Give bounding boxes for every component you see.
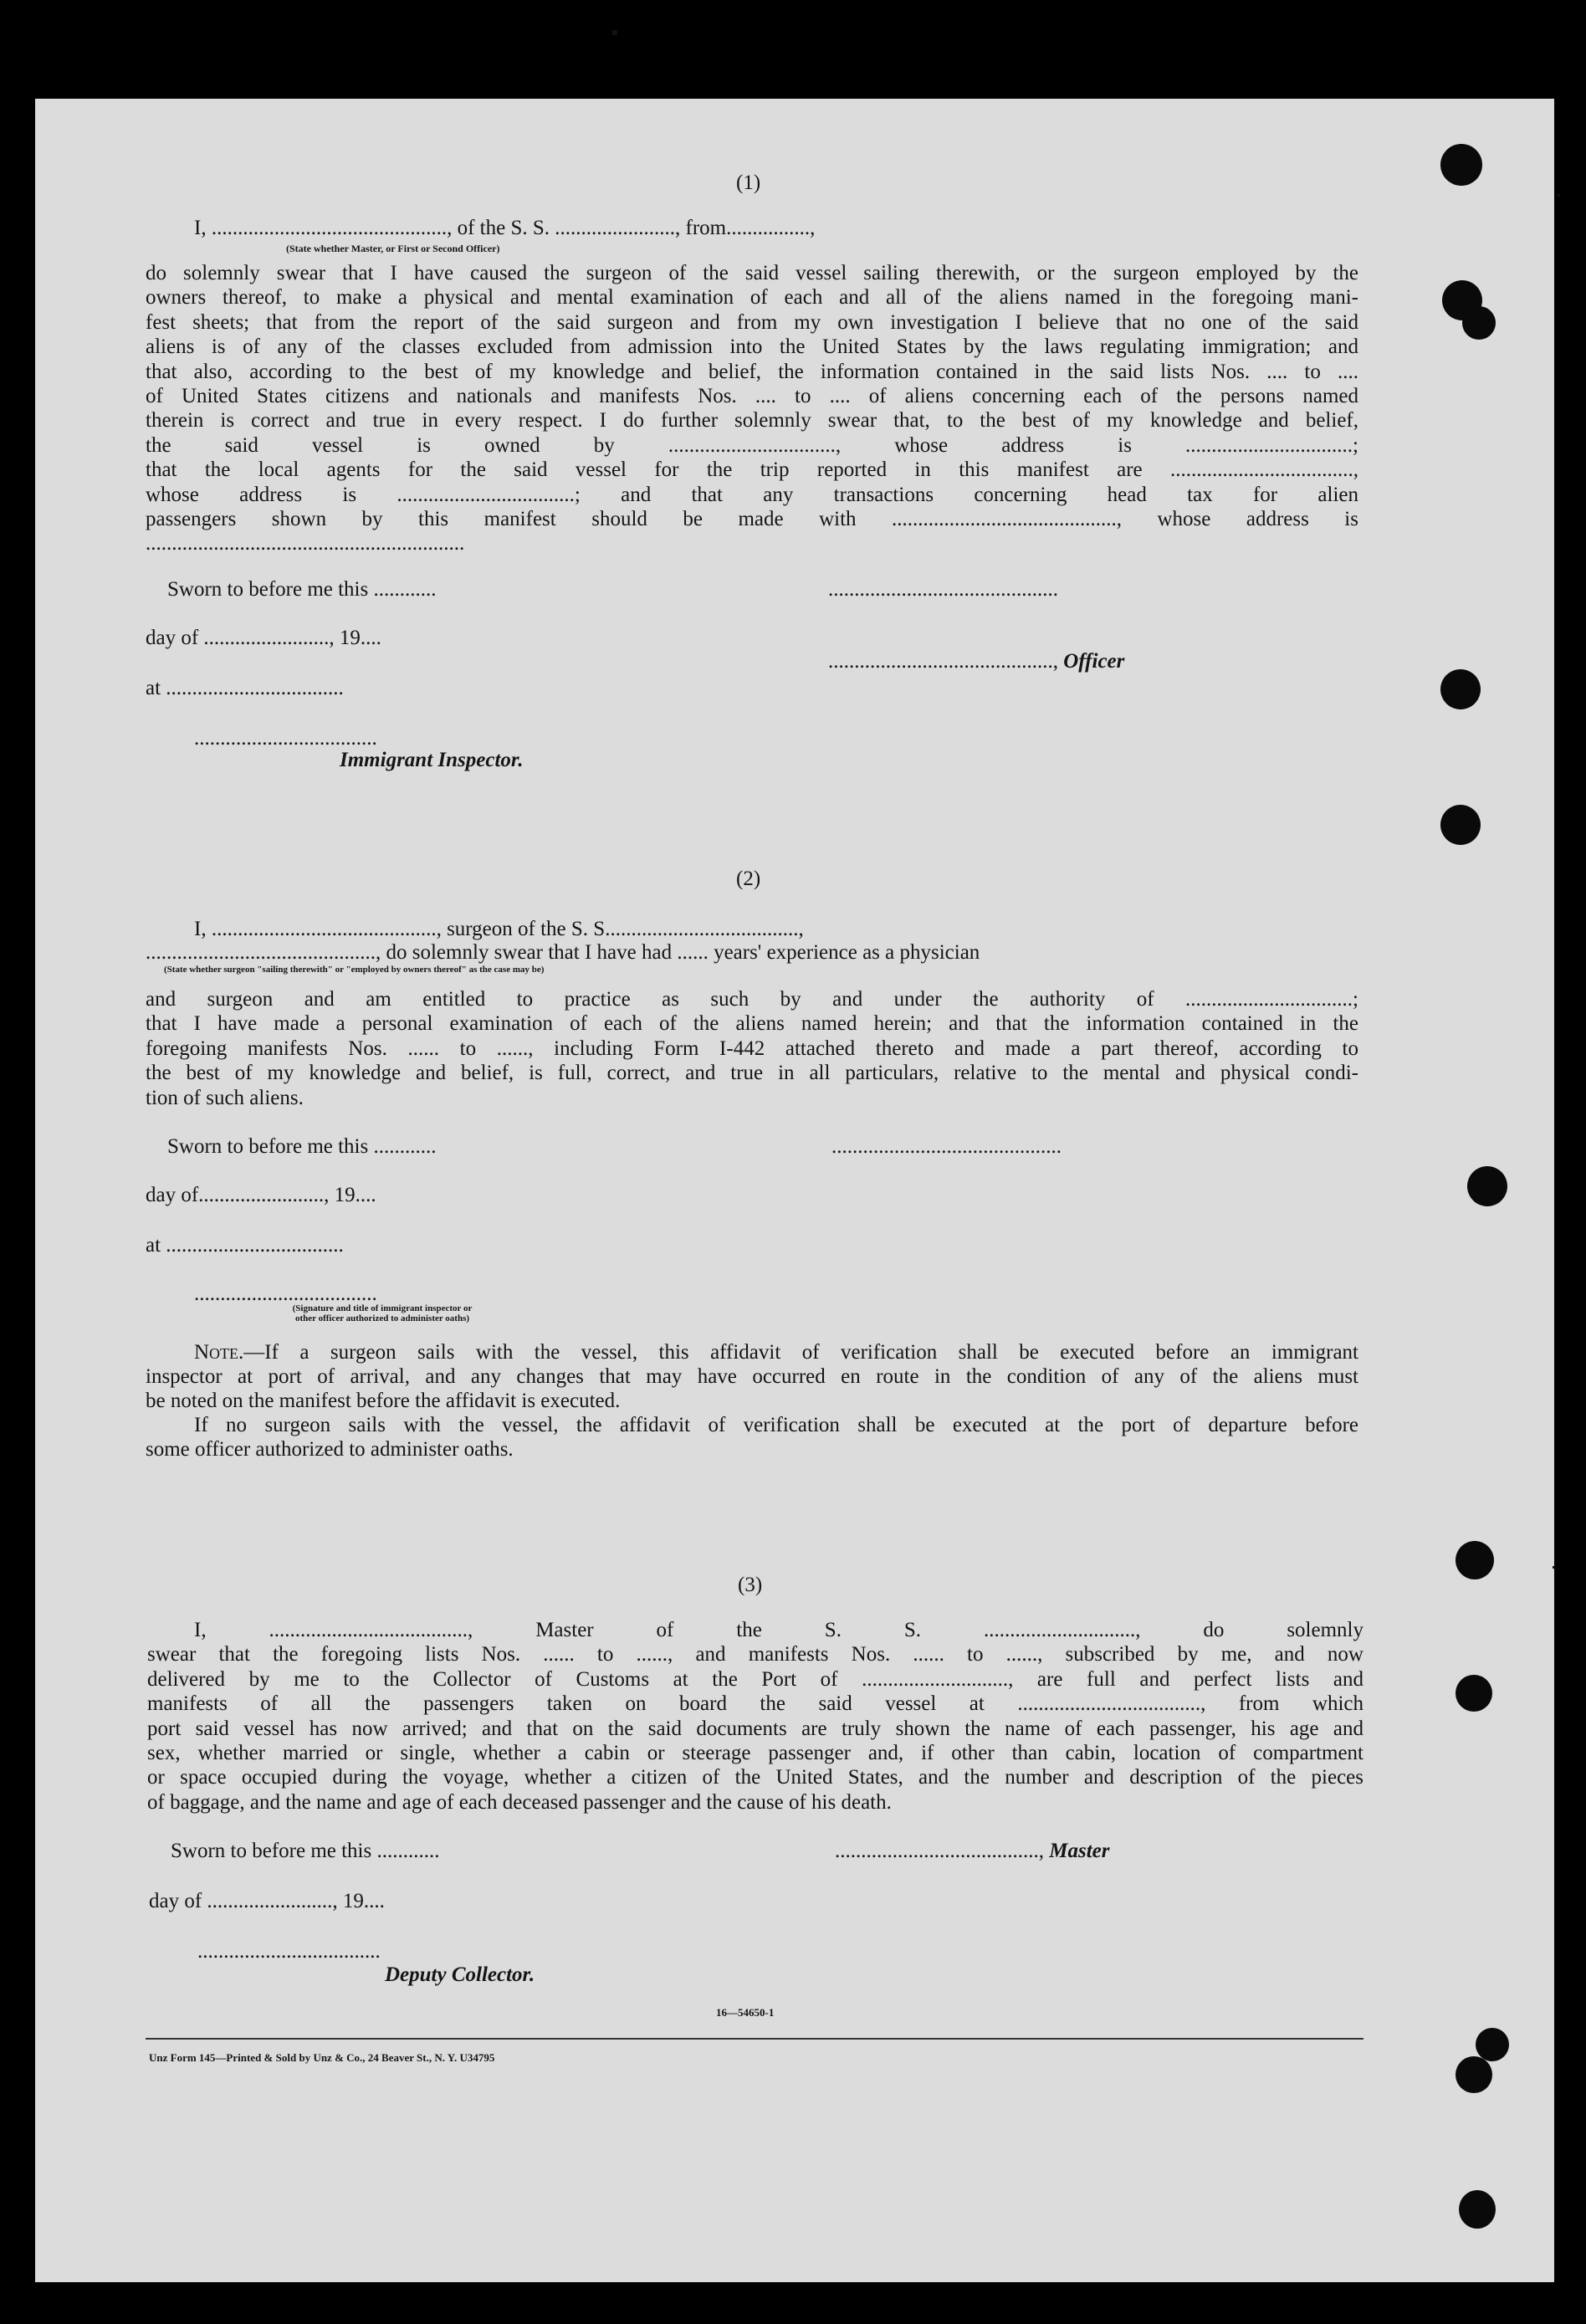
signature-note-line: (Signature and title of immigrant inspector or bbox=[292, 1303, 473, 1313]
section-1-signature-line: ............................................ bbox=[828, 578, 1058, 601]
text-line: that I have made a personal examination of each of the aliens named herein; and that the information contained in the bbox=[146, 1012, 1358, 1036]
punch-hole bbox=[1456, 1541, 1494, 1579]
section-1-officer-line bbox=[828, 649, 1124, 673]
text-line: that also, according to the best of my knowledge and belief, the information contained in the said lists Nos. .... to .... bbox=[146, 360, 1358, 383]
scan-speck bbox=[1553, 1566, 1555, 1569]
text-line: I, ......................................, Master of the S. S. ............................., do solemnly bbox=[194, 1619, 1363, 1641]
text-line: of United States citizens and nationals and manifests Nos. .... to .... of aliens concerning each of the persons named bbox=[146, 385, 1358, 408]
note-label: Note. bbox=[194, 1341, 244, 1364]
text-line: aliens is of any of the classes excluded from admission into the United States by the laws regulating immigration; and bbox=[146, 335, 1358, 359]
text-line: foregoing manifests Nos. ...... to ......, including Form I-442 attached thereto and made a part thereof, according to bbox=[146, 1037, 1358, 1060]
section-2-day-line: day of........................, 19.... bbox=[146, 1184, 376, 1206]
section-2-at-line: at .................................. bbox=[146, 1234, 344, 1257]
punch-hole bbox=[1440, 669, 1481, 709]
note-text: —If a surgeon sails with the vessel, this affidavit of verification shall be executed before an immigrant bbox=[243, 1341, 1358, 1364]
officer-dots: ..........................................., bbox=[828, 650, 1064, 673]
section-1-officer-note: (State whether Master, or First or Second Officer) bbox=[286, 243, 500, 254]
section-3-master-line bbox=[835, 1839, 1109, 1863]
text-line: swear that the foregoing lists Nos. ...... to ......, and manifests Nos. ...... to ......, subscribed by me, and now bbox=[147, 1643, 1363, 1666]
note-line: some officer authorized to administer oaths. bbox=[146, 1438, 514, 1461]
punch-hole bbox=[1476, 2028, 1509, 2061]
text-line: fest sheets; that from the report of the said surgeon and from my own investigation I believe that no one of the said bbox=[146, 310, 1358, 334]
text-line: passengers shown by this manifest should be made with ..........................................., whose address is bbox=[146, 508, 1358, 531]
master-title: Master bbox=[1049, 1840, 1110, 1862]
section-2-number: (2) bbox=[736, 868, 761, 890]
scan-speck bbox=[1558, 194, 1560, 197]
section-2-opening-line: I, ..........................................., surgeon of the S. S....................................., bbox=[194, 918, 804, 940]
section-2-inspector-dots: ................................... bbox=[194, 1282, 377, 1305]
punch-hole bbox=[1456, 2056, 1492, 2093]
section-1-sworn-line: Sworn to before me this ............ bbox=[167, 578, 437, 601]
master-dots: ......................................., bbox=[835, 1840, 1050, 1862]
punch-hole bbox=[1462, 306, 1496, 340]
text-line: that the local agents for the said vessel for the trip reported in this manifest are ..................................., bbox=[146, 458, 1358, 482]
section-3-number: (3) bbox=[738, 1574, 763, 1596]
section-2-experience-line: ............................................, do solemnly swear that I have had ...... years' experience as a physician bbox=[146, 941, 980, 964]
section-2-sworn-line: Sworn to before me this ............ bbox=[167, 1135, 437, 1158]
text-line: ............................................................. bbox=[146, 532, 465, 555]
text-line: and surgeon and am entitled to practice as such by and under the authority of ................................; bbox=[146, 988, 1358, 1011]
section-3-oath-text bbox=[147, 1618, 1363, 1815]
punch-hole bbox=[1440, 144, 1482, 186]
punch-hole bbox=[1467, 1166, 1507, 1206]
text-line: the said vessel is owned by ................................, whose address is ................................; bbox=[146, 433, 1358, 457]
section-2-oath-text bbox=[146, 987, 1358, 1110]
section-3-day-line: day of ........................, 19.... bbox=[149, 1890, 385, 1912]
note-line: be noted on the manifest before the affidavit is executed. bbox=[146, 1390, 621, 1412]
officer-title: Officer bbox=[1063, 650, 1125, 673]
text-line: the best of my knowledge and belief, is full, correct, and true in all particulars, relative to the mental and physical condi- bbox=[146, 1062, 1358, 1085]
section-2-signature-line: ............................................ bbox=[831, 1135, 1062, 1158]
text-line: port said vessel has now arrived; and that on the said documents are truly shown the name of each passenger, his age and bbox=[147, 1717, 1363, 1740]
section-3-sworn-line: Sworn to before me this ............ bbox=[171, 1840, 440, 1862]
section-2-signature-note bbox=[194, 1303, 570, 1323]
printer-line: Unz Form 145—Printed & Sold by Unz & Co., 24 Beaver St., N. Y. U34795 bbox=[149, 2051, 495, 2064]
section-1-oath-text bbox=[146, 261, 1358, 556]
section-1-inspector-title: Immigrant Inspector. bbox=[340, 749, 524, 771]
section-1-at-line: at .................................. bbox=[146, 677, 344, 699]
note-line: inspector at port of arrival, and any changes that may have occurred en route in the condition of any of the aliens must bbox=[146, 1365, 1358, 1388]
text-line: tion of such aliens. bbox=[146, 1086, 304, 1109]
text-line: manifests of all the passengers taken on board the said vessel at ..................................., from which bbox=[147, 1692, 1363, 1716]
text-line: do solemnly swear that I have caused the surgeon of the said vessel sailing therewith, or the surgeon employed by the bbox=[146, 262, 1358, 284]
section-1-opening-line: I, ............................................., of the S. S. ......................., from................, bbox=[194, 217, 816, 239]
form-number: 16—54650-1 bbox=[716, 2006, 775, 2019]
text-line: owners thereof, to make a physical and mental examination of each and all of the aliens named in the foregoing mani- bbox=[146, 286, 1358, 310]
note-line bbox=[146, 1340, 1358, 1364]
section-1-day-line: day of ........................, 19.... bbox=[146, 627, 381, 649]
text-line: delivered by me to the Collector of Customs at the Port of ............................, are full and perfect lists and bbox=[147, 1667, 1363, 1691]
punch-hole bbox=[1459, 2190, 1496, 2229]
section-2-note bbox=[146, 1340, 1358, 1461]
note-line: If no surgeon sails with the vessel, the affidavit of verification shall be executed at the port of departure before bbox=[194, 1414, 1358, 1436]
section-2-surgeon-note: (State whether surgeon "sailing therewith" or "employed by owners thereof" as the case may be) bbox=[164, 965, 545, 975]
text-line: of baggage, and the name and age of each deceased passenger and the cause of his death. bbox=[147, 1790, 892, 1814]
punch-hole bbox=[1440, 805, 1481, 845]
text-line: sex, whether married or single, whether a cabin or steerage passenger and, if other than cabin, location of compartment bbox=[147, 1742, 1363, 1765]
text-line: whose address is ..................................; and that any transactions concerning head tax for alien bbox=[146, 483, 1358, 506]
signature-note-line: other officer authorized to administer oaths) bbox=[294, 1313, 470, 1323]
footer-rule bbox=[146, 2038, 1363, 2040]
punch-hole bbox=[1456, 1675, 1492, 1712]
section-3-collector-dots: ................................... bbox=[197, 1940, 381, 1963]
section-1-number: (1) bbox=[736, 171, 761, 194]
scan-speck bbox=[612, 30, 617, 35]
text-line: therein is correct and true in every respect. I do further solemnly swear that, to the best of my knowledge and belief, bbox=[146, 409, 1358, 433]
section-1-inspector-dots: ................................... bbox=[194, 727, 377, 750]
section-3-collector-title: Deputy Collector. bbox=[385, 1963, 535, 1986]
text-line: or space occupied during the voyage, whether a citizen of the United States, and the number and description of the pieces bbox=[147, 1766, 1363, 1789]
